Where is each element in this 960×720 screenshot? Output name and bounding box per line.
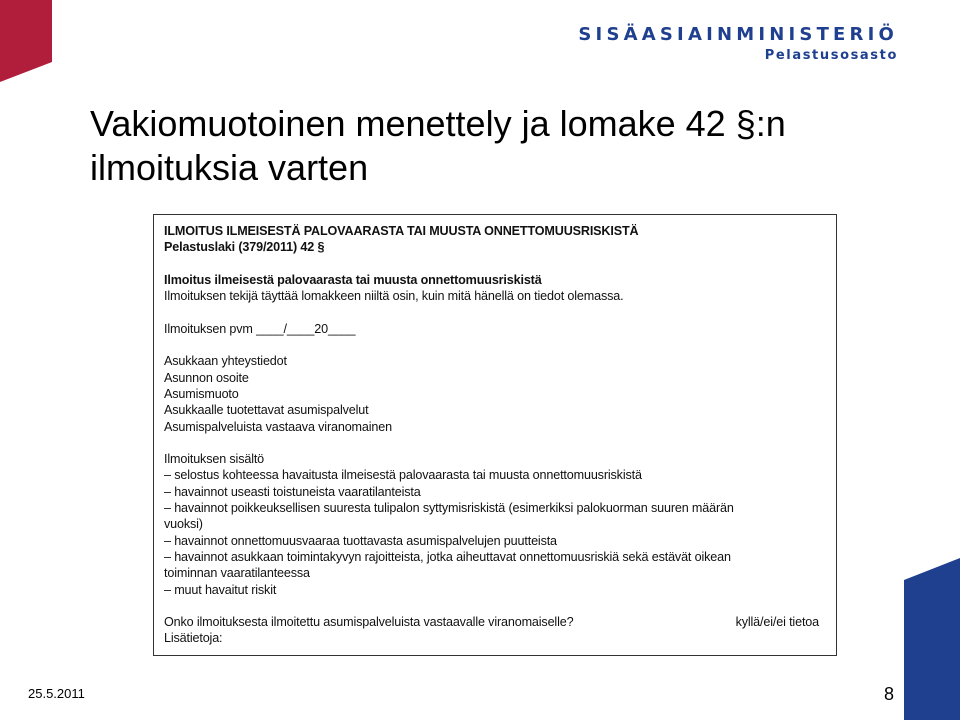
form-answer-options: kyllä/ei/ei tietoa (735, 615, 819, 630)
form-content-line: – havainnot asukkaan toimintakyvyn rajoitteista, jotka aiheuttavat onnettomuusriskiä sekä estävät oikean (164, 549, 731, 564)
form-content (164, 223, 828, 647)
brand-corner-blue-shape (904, 558, 960, 720)
form-question: Onko ilmoituksesta ilmoitettu asumispalveluista vastaavalle viranomaiselle? (164, 615, 574, 630)
footer-date: 25.5.2011 (28, 686, 85, 701)
form-content-line: – havainnot poikkeuksellisen suuresta tulipalon syttymisriskistä (esimerkiksi palokuorman suuren määrän (164, 501, 734, 516)
form-field-label: Asumismuoto (164, 386, 239, 401)
form-date-field: Ilmoituksen pvm ____/____20____ (164, 321, 356, 336)
form-question-row (164, 614, 819, 630)
form-extra-info: Lisätietoja: (164, 631, 223, 646)
form-content-line: – havainnot useasti toistuneista vaaratilanteista (164, 484, 421, 499)
slide-title-line-2: ilmoituksia varten (90, 147, 369, 188)
form-law-reference: Pelastuslaki (379/2011) 42 § (164, 240, 325, 255)
form-content-title: Ilmoituksen sisältö (164, 452, 265, 467)
form-field-label: Asunnon osoite (164, 370, 249, 385)
form-section-title: Ilmoitus ilmeisestä palovaarasta tai muusta onnettomuusriskistä (164, 272, 542, 287)
form-field-label: Asukkaan yhteystiedot (164, 354, 287, 369)
form-image (153, 214, 837, 656)
slide-title (90, 102, 786, 190)
form-field-label: Asukkaalle tuotettavat asumispalvelut (164, 403, 369, 418)
ministry-name: SISÄASIAINMINISTERIÖ (578, 24, 898, 45)
form-instructions: Ilmoituksen tekijä täyttää lomakkeen niiltä osin, kuin mitä hänellä on tiedot olemassa. (164, 289, 624, 304)
form-content-line: – havainnot onnettomuusvaaraa tuottavasta asumispalvelujen puutteista (164, 533, 557, 548)
department-name: Pelastusosasto (764, 48, 898, 63)
form-content-line: toiminnan vaaratilanteessa (164, 566, 310, 581)
form-content-line: vuoksi) (164, 517, 203, 532)
form-content-line: – selostus kohteessa havaitusta ilmeisestä palovaarasta tai muusta onnettomuusriskistä (164, 468, 642, 483)
page-number: 8 (884, 684, 895, 704)
form-content-line: – muut havaitut riskit (164, 582, 277, 597)
form-field-label: Asumispalveluista vastaava viranomainen (164, 419, 392, 434)
brand-corner-red-shape (0, 0, 52, 82)
slide-title-line-1: Vakiomuotoinen menettely ja lomake 42 §:n (90, 103, 786, 144)
form-heading: ILMOITUS ILMEISESTÄ PALOVAARASTA TAI MUUSTA ONNETTOMUUSRISKISTÄ (164, 224, 639, 238)
